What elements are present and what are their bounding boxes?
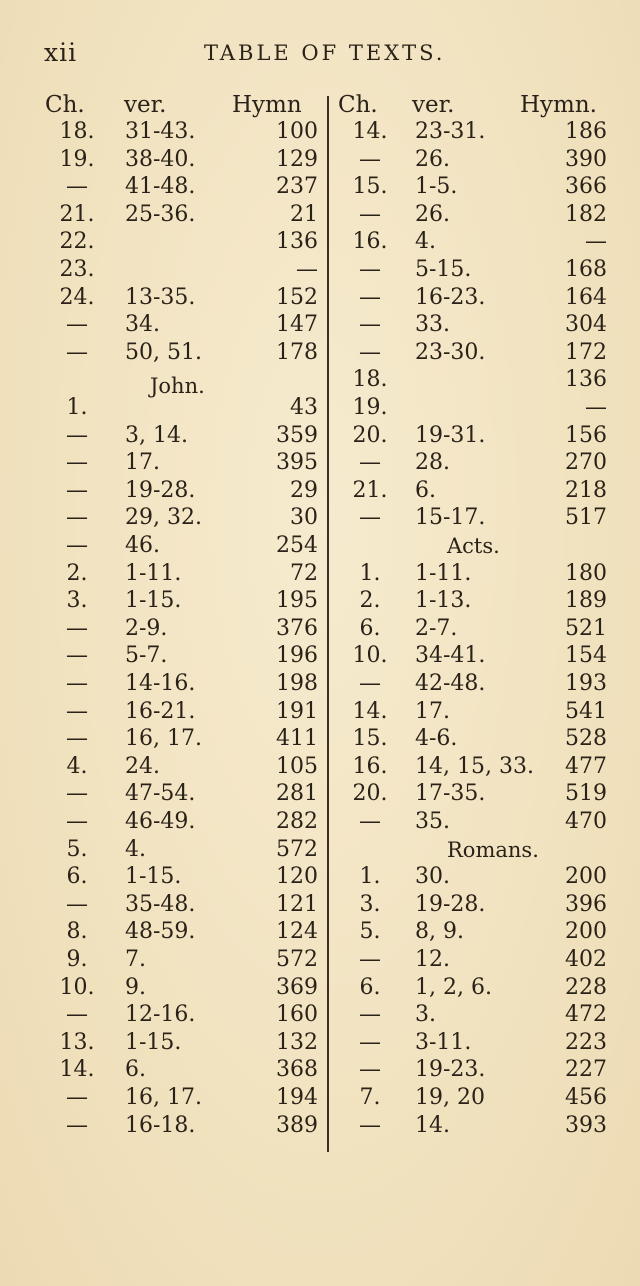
hymn-cell: 270 (565, 450, 607, 476)
hymn-cell: 72 (290, 560, 318, 586)
chapter-cell: 15. (352, 174, 388, 200)
table-row (0, 256, 640, 284)
hymn-cell: 366 (565, 174, 607, 200)
verse-cell: 34. (125, 312, 160, 338)
verse-cell: 35. (415, 809, 450, 834)
verse-cell: 23-31. (415, 119, 486, 144)
table-row (0, 891, 640, 919)
hymn-cell: 390 (565, 146, 607, 172)
verse-cell: 1-5. (415, 174, 458, 200)
table-row (0, 228, 640, 256)
verse-cell: 17. (415, 698, 450, 724)
verse-cell: 6. (415, 477, 436, 503)
verse-cell: 7. (125, 947, 146, 972)
chapter-cell: 1. (359, 864, 381, 890)
hymn-cell: 517 (565, 505, 607, 531)
chapter-cell: 3. (359, 891, 381, 917)
hymn-cell: 472 (565, 1002, 607, 1028)
verse-cell: 14. (415, 1112, 450, 1138)
verse-cell: 47-54. (125, 781, 196, 807)
chapter-cell: — (359, 312, 381, 338)
chapter-cell: 16. (352, 229, 388, 255)
hymn-cell: 282 (276, 809, 318, 834)
hymn-cell: 29 (290, 477, 318, 503)
chapter-cell: 4. (66, 753, 88, 779)
verse-cell: 14-16. (125, 671, 196, 696)
chapter-cell: 10. (352, 643, 388, 669)
hymn-cell: 168 (565, 257, 607, 282)
hymn-cell: 359 (276, 422, 318, 448)
left-header-ch: Ch. (45, 92, 85, 118)
hymn-cell: 411 (276, 726, 318, 752)
verse-cell: 17. (125, 450, 160, 476)
verse-cell: 3, 14. (125, 422, 188, 448)
hymn-cell: 389 (276, 1112, 318, 1138)
page-title: TABLE OF TEXTS. (204, 41, 446, 65)
chapter-cell: 10. (59, 974, 95, 1000)
hymn-cell: 189 (565, 588, 607, 614)
chapter-cell: — (66, 891, 88, 917)
verse-cell: 1-11. (125, 560, 182, 586)
table-row (0, 974, 640, 1002)
table-row (0, 1112, 640, 1140)
hymn-cell: 393 (565, 1112, 607, 1138)
hymn-cell: 198 (276, 671, 318, 696)
book-heading: Romans. (447, 837, 539, 862)
chapter-cell: — (359, 146, 381, 172)
table-row (0, 201, 640, 229)
chapter-cell: — (66, 174, 88, 200)
chapter-cell: — (359, 947, 381, 972)
verse-cell: 23-30. (415, 339, 486, 365)
chapter-cell: 21. (59, 201, 95, 227)
hymn-cell: 200 (565, 919, 607, 945)
chapter-cell: — (66, 477, 88, 503)
hymn-cell: 196 (276, 643, 318, 669)
page-header (0, 38, 640, 68)
left-header-hymn: Hymn (232, 92, 302, 118)
hymn-cell: 100 (276, 119, 318, 144)
table-row (0, 532, 640, 560)
verse-cell: 31-43. (125, 119, 196, 144)
chapter-cell: — (66, 422, 88, 448)
table-row (0, 311, 640, 339)
table-row (0, 449, 640, 477)
hymn-cell: 223 (565, 1029, 607, 1055)
verse-cell: 16, 17. (125, 726, 202, 752)
table-row (0, 118, 640, 146)
chapter-cell: 20. (352, 781, 388, 807)
hymn-cell: 178 (276, 339, 318, 365)
verse-cell: 15-17. (415, 505, 486, 531)
verse-cell: 16-23. (415, 284, 486, 310)
verse-cell: 19, 20 (415, 1085, 485, 1110)
hymn-cell: 164 (565, 284, 607, 310)
page-number: xii (44, 38, 78, 67)
hymn-cell: 200 (565, 864, 607, 890)
table-row (0, 477, 640, 505)
verse-cell: 4. (415, 229, 436, 255)
table-row (0, 918, 640, 946)
hymn-cell: 368 (276, 1057, 318, 1083)
hymn-cell: 528 (565, 726, 607, 752)
hymn-cell: 121 (276, 891, 318, 917)
hymn-cell: 152 (276, 284, 318, 310)
verse-cell: 28. (415, 450, 450, 476)
chapter-cell: 13. (59, 1029, 95, 1055)
hymn-cell: 21 (290, 201, 318, 227)
verse-cell: 1-11. (415, 560, 472, 586)
verse-cell: 12. (415, 947, 450, 972)
chapter-cell: 24. (59, 284, 95, 310)
hymn-cell: 180 (565, 560, 607, 586)
verse-cell: 19-31. (415, 422, 486, 448)
table-row (0, 615, 640, 643)
chapter-cell: — (66, 312, 88, 338)
chapter-cell: 15. (352, 726, 388, 752)
verse-cell: 14, 15, 33. (415, 753, 534, 779)
verse-cell: 9. (125, 974, 146, 1000)
verse-cell: 8, 9. (415, 919, 464, 945)
hymn-cell: 369 (276, 974, 318, 1000)
hymn-cell: 521 (565, 615, 607, 641)
right-header-hymn: Hymn. (520, 92, 597, 118)
chapter-cell: 20. (352, 422, 388, 448)
verse-cell: 3. (415, 1002, 436, 1028)
hymn-cell: 186 (565, 119, 607, 144)
table-row (0, 753, 640, 781)
chapter-cell: 5. (66, 836, 88, 862)
hymn-cell: 124 (276, 919, 318, 945)
hymn-cell: — (296, 257, 318, 282)
chapter-cell: 1. (66, 395, 88, 420)
verse-cell: 42-48. (415, 671, 486, 696)
table-row (0, 1029, 640, 1057)
table-row (0, 698, 640, 726)
hymn-cell: 572 (276, 947, 318, 972)
table-row (0, 366, 640, 394)
verse-cell: 50, 51. (125, 339, 202, 365)
verse-cell: 25-36. (125, 201, 196, 227)
verse-cell: 35-48. (125, 891, 196, 917)
table-row (0, 284, 640, 312)
hymn-cell: 160 (276, 1002, 318, 1028)
verse-cell: 16-21. (125, 698, 196, 724)
hymn-cell: 136 (565, 367, 607, 393)
chapter-cell: 23. (59, 257, 95, 282)
hymn-cell: 281 (276, 781, 318, 807)
chapter-cell: 22. (59, 229, 95, 255)
verse-cell: 33. (415, 312, 450, 338)
verse-cell: 38-40. (125, 146, 196, 172)
table-row (0, 642, 640, 670)
chapter-cell: 16. (352, 753, 388, 779)
hymn-cell: — (585, 395, 607, 420)
table-row (0, 394, 640, 422)
verse-cell: 46-49. (125, 809, 196, 834)
chapter-cell: — (66, 726, 88, 752)
chapter-cell: 6. (359, 974, 381, 1000)
hymn-cell: 572 (276, 836, 318, 862)
chapter-cell: — (66, 1112, 88, 1138)
chapter-cell: — (66, 809, 88, 834)
verse-cell: 19-28. (125, 477, 196, 503)
verse-cell: 41-48. (125, 174, 196, 200)
hymn-cell: 195 (276, 588, 318, 614)
table-row (0, 780, 640, 808)
chapter-cell: — (359, 671, 381, 696)
chapter-cell: — (359, 1029, 381, 1055)
verse-cell: 6. (125, 1057, 146, 1083)
hymn-cell: 254 (276, 533, 318, 558)
verse-cell: 16, 17. (125, 1085, 202, 1110)
verse-cell: 46. (125, 533, 160, 558)
verse-cell: 24. (125, 753, 160, 779)
book-heading: John. (150, 374, 205, 399)
chapter-cell: 6. (66, 864, 88, 890)
verse-cell: 26. (415, 146, 450, 172)
verse-cell: 29, 32. (125, 505, 202, 531)
chapter-cell: — (66, 1002, 88, 1028)
chapter-cell: — (66, 643, 88, 669)
table-row (0, 422, 640, 450)
chapter-cell: 21. (352, 477, 388, 503)
verse-cell: 19-28. (415, 891, 486, 917)
verse-cell: 1-15. (125, 1029, 182, 1055)
chapter-cell: 2. (66, 560, 88, 586)
hymn-cell: 136 (276, 229, 318, 255)
hymn-cell: 227 (565, 1057, 607, 1083)
chapter-cell: 19. (352, 395, 388, 420)
verse-cell: 3-11. (415, 1029, 472, 1055)
chapter-cell: — (359, 339, 381, 365)
hymn-cell: 470 (565, 809, 607, 834)
verse-cell: 1-13. (415, 588, 472, 614)
chapter-cell: — (359, 257, 381, 282)
chapter-cell: 19. (59, 146, 95, 172)
table-row (0, 146, 640, 174)
chapter-cell: — (66, 1085, 88, 1110)
verse-cell: 2-7. (415, 615, 458, 641)
chapter-cell: 8. (66, 919, 88, 945)
verse-cell: 34-41. (415, 643, 486, 669)
hymn-cell: 172 (565, 339, 607, 365)
chapter-cell: 2. (359, 588, 381, 614)
verse-cell: 16-18. (125, 1112, 196, 1138)
hymn-cell: 132 (276, 1029, 318, 1055)
left-header-ver: ver. (124, 92, 167, 118)
hymn-cell: 120 (276, 864, 318, 890)
chapter-cell: 9. (66, 947, 88, 972)
chapter-cell: — (66, 671, 88, 696)
chapter-cell: — (66, 450, 88, 476)
chapter-cell: 18. (59, 119, 95, 144)
hymn-cell: 30 (290, 505, 318, 531)
table-row (0, 725, 640, 753)
hymn-cell: 182 (565, 201, 607, 227)
chapter-cell: — (66, 505, 88, 531)
verse-cell: 12-16. (125, 1002, 196, 1028)
table-row (0, 1056, 640, 1084)
verse-cell: 26. (415, 201, 450, 227)
hymn-cell: 541 (565, 698, 607, 724)
verse-cell: 19-23. (415, 1057, 486, 1083)
verse-cell: 5-15. (415, 257, 472, 282)
verse-cell: 1, 2, 6. (415, 974, 492, 1000)
hymn-cell: 304 (565, 312, 607, 338)
chapter-cell: — (359, 809, 381, 834)
chapter-cell: — (359, 450, 381, 476)
hymn-cell: 154 (565, 643, 607, 669)
right-header-ver: ver. (412, 92, 455, 118)
verse-cell: 48-59. (125, 919, 196, 945)
hymn-cell: 193 (565, 671, 607, 696)
table-row (0, 504, 640, 532)
verse-cell: 2-9. (125, 615, 168, 641)
verse-cell: 13-35. (125, 284, 196, 310)
hymn-cell: 43 (290, 395, 318, 420)
table-row (0, 1001, 640, 1029)
hymn-cell: 147 (276, 312, 318, 338)
verse-cell: 4-6. (415, 726, 458, 752)
hymn-cell: 456 (565, 1085, 607, 1110)
chapter-cell: 14. (59, 1057, 95, 1083)
hymn-cell: 395 (276, 450, 318, 476)
chapter-cell: — (66, 339, 88, 365)
verse-cell: 1-15. (125, 864, 182, 890)
chapter-cell: 14. (352, 119, 388, 144)
right-header-ch: Ch. (338, 92, 378, 118)
chapter-cell: 1. (359, 560, 381, 586)
hymn-cell: 218 (565, 477, 607, 503)
hymn-cell: 194 (276, 1085, 318, 1110)
hymn-cell: 105 (276, 753, 318, 779)
table-row (0, 560, 640, 588)
hymn-cell: 191 (276, 698, 318, 724)
table-row (0, 1084, 640, 1112)
chapter-cell: — (359, 284, 381, 310)
chapter-cell: — (66, 698, 88, 724)
hymn-cell: — (585, 229, 607, 255)
hymn-cell: 396 (565, 891, 607, 917)
hymn-cell: 477 (565, 753, 607, 779)
chapter-cell: — (66, 781, 88, 807)
hymn-cell: 156 (565, 422, 607, 448)
chapter-cell: 18. (352, 367, 388, 393)
chapter-cell: — (66, 615, 88, 641)
table-row (0, 587, 640, 615)
chapter-cell: — (359, 1112, 381, 1138)
chapter-cell: — (359, 505, 381, 531)
chapter-cell: 5. (359, 919, 381, 945)
table-row (0, 173, 640, 201)
table-row (0, 670, 640, 698)
table-row (0, 836, 640, 864)
chapter-cell: 6. (359, 615, 381, 641)
chapter-cell: 3. (66, 588, 88, 614)
table-row (0, 339, 640, 367)
verse-cell: 1-15. (125, 588, 182, 614)
hymn-cell: 402 (565, 947, 607, 972)
hymn-cell: 237 (276, 174, 318, 200)
chapter-cell: 7. (359, 1085, 381, 1110)
table-row (0, 863, 640, 891)
hymn-cell: 376 (276, 615, 318, 641)
verse-cell: 17-35. (415, 781, 486, 807)
chapter-cell: 14. (352, 698, 388, 724)
hymn-cell: 228 (565, 974, 607, 1000)
chapter-cell: — (66, 533, 88, 558)
verse-cell: 5-7. (125, 643, 168, 669)
hymn-cell: 519 (565, 781, 607, 807)
chapter-cell: — (359, 201, 381, 227)
verse-cell: 30. (415, 864, 450, 890)
verse-cell: 4. (125, 836, 146, 862)
chapter-cell: — (359, 1057, 381, 1083)
table-row (0, 808, 640, 836)
book-heading: Acts. (447, 534, 500, 558)
chapter-cell: — (359, 1002, 381, 1028)
hymn-cell: 129 (276, 146, 318, 172)
table-row (0, 946, 640, 974)
